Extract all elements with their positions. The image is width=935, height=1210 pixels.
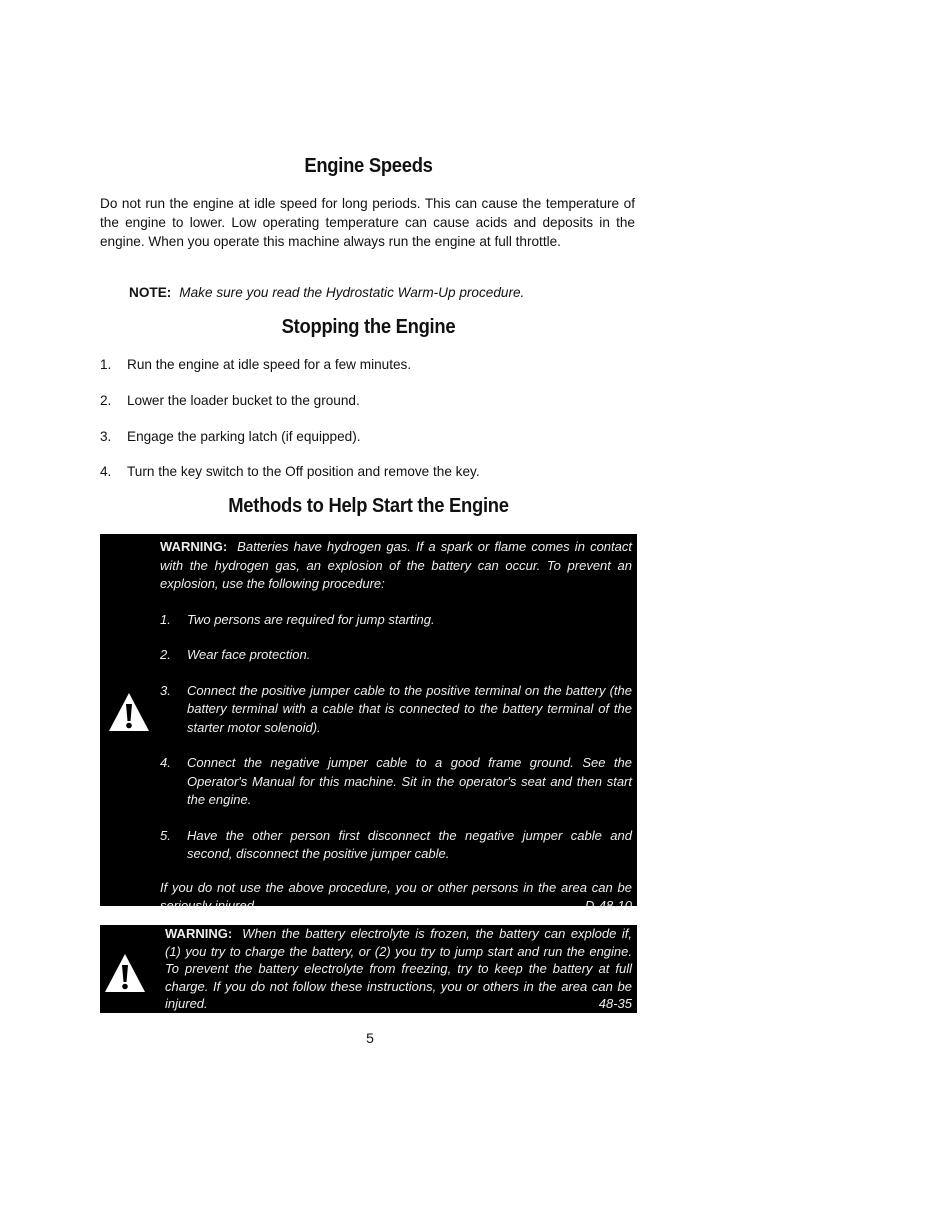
engine-speeds-body: Do not run the engine at idle speed for long periods. This can cause the temperature of the engine to lower. Low operating temperature can cause acids and deposits in the engine. When you operate this machine always run the engine at full throttle. [100, 196, 635, 249]
note-text: Make sure you read the Hydrostatic Warm-Up procedure. [179, 285, 525, 300]
step-number: 3. [100, 429, 112, 444]
warning-closing: If you do not use the above procedure, you or other persons in the area can be seriously injured. [160, 879, 632, 913]
list-item [160, 611, 632, 630]
warning-text [160, 538, 632, 916]
warning-label: WARNING: [165, 926, 233, 941]
step-number: 2. [160, 647, 171, 662]
step-number: 1. [100, 357, 112, 372]
stopping-heading: Stopping the Engine [281, 316, 456, 338]
warning-text [165, 925, 632, 1013]
list-item [100, 464, 480, 479]
list-item [160, 682, 632, 738]
warning-code: D-48-10 [585, 898, 632, 913]
step-text: Connect the positive jumper cable to the positive terminal on the battery (the battery terminal with a cable that is connected to the battery terminal of the starter motor solenoid). [187, 682, 632, 735]
step-text: Engage the parking latch (if equipped). [127, 429, 361, 444]
step-text: Lower the loader bucket to the ground. [127, 393, 360, 408]
step-number: 1. [160, 611, 171, 627]
warning-triangle-icon [108, 692, 150, 732]
step-text: Connect the negative jumper cable to a good frame ground. See the Operator's Manual for this machine. Sit in the operator's seat and then start the engine. [187, 755, 632, 807]
list-item [100, 429, 361, 444]
list-item [100, 393, 360, 408]
step-text: Wear face protection. [187, 647, 311, 662]
note [129, 285, 524, 300]
list-item [160, 646, 632, 665]
warning-intro: Batteries have hydrogen gas. If a spark or flame comes in contact with the hydrogen gas, an explosion of the battery can occur. To prevent an explosion, use the following procedure: [160, 539, 632, 591]
warning-triangle-icon [104, 953, 146, 993]
step-number: 4. [160, 755, 171, 770]
step-number: 2. [100, 393, 112, 408]
list-item [100, 357, 411, 372]
warning-code: 48-35 [598, 996, 632, 1011]
step-number: 3. [160, 682, 171, 698]
note-label: NOTE: [129, 285, 172, 300]
warning-body: When the battery electrolyte is frozen, the battery can explode if, (1) you try to charge the battery, or (2) you try to jump start and run the engine. To prevent the battery electrolyte from freezing, try to keep the battery at full charge. If you do not follow these instructions, you or others in the area can be injured. [165, 926, 632, 1011]
methods-heading: Methods to Help Start the Engine [228, 495, 509, 517]
engine-speeds-heading: Engine Speeds [304, 155, 433, 177]
step-text: Turn the key switch to the Off position and remove the key. [127, 464, 480, 479]
warning-label: WARNING: [160, 539, 228, 554]
list-item [160, 754, 632, 810]
step-text: Run the engine at idle speed for a few minutes. [127, 357, 412, 372]
warning-box-frozen-battery [100, 925, 637, 1013]
step-number: 5. [160, 827, 171, 843]
warning-box-jump-start [100, 534, 637, 913]
step-text: Have the other person first disconnect the negative jumper cable and second, disconnect the positive jumper cable. [187, 827, 632, 861]
step-number: 4. [100, 464, 112, 479]
list-item [160, 827, 632, 864]
step-text: Two persons are required for jump starting. [187, 611, 435, 627]
page-number: 5 [366, 1030, 374, 1046]
